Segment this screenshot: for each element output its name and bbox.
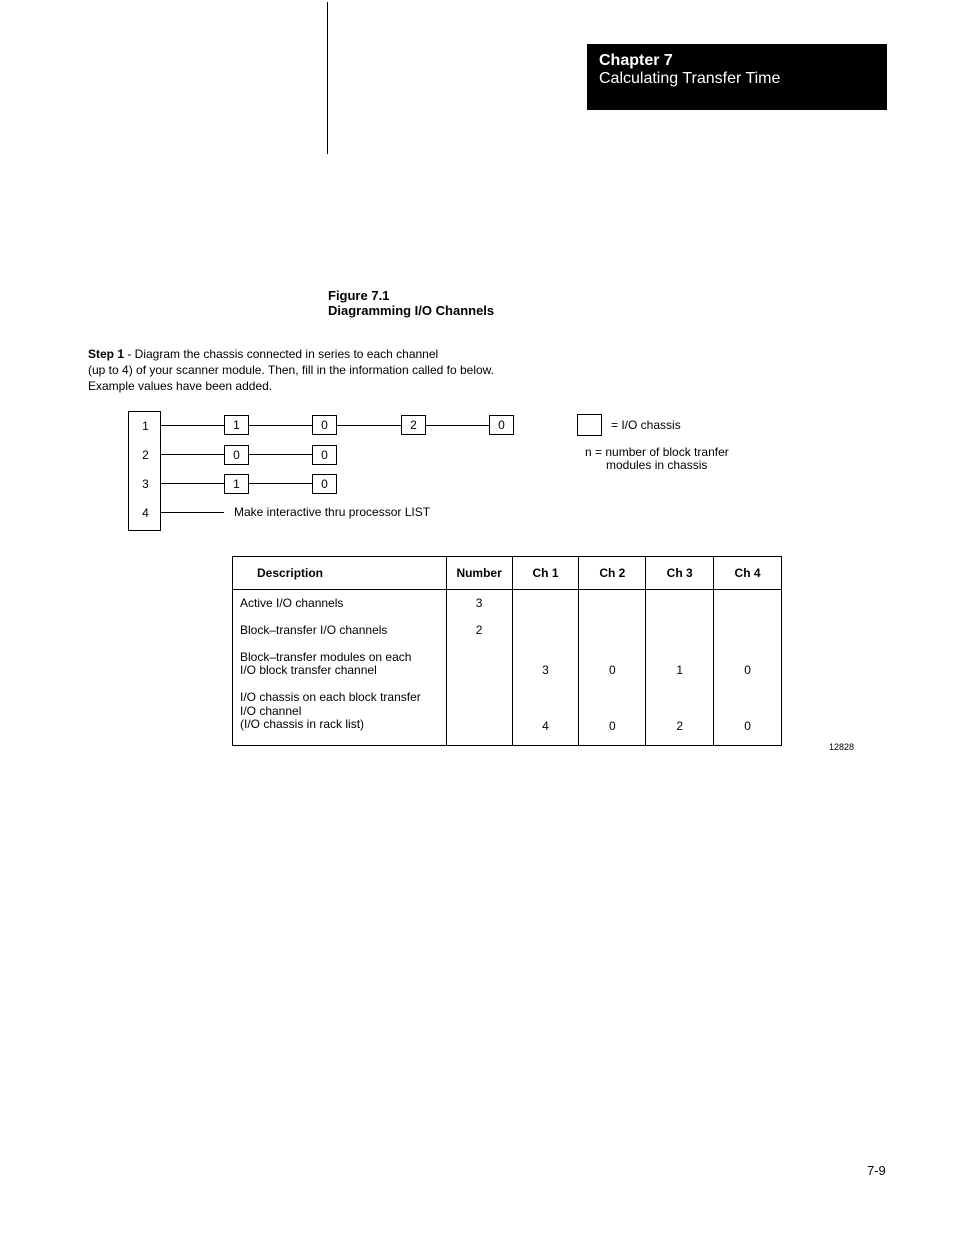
row-desc: Active I/O channels — [240, 596, 344, 610]
row-desc: (I/O chassis in rack list) — [240, 717, 365, 731]
channel-link-line — [161, 425, 224, 426]
io-chassis-box: 2 — [401, 415, 426, 435]
step-line3: Example values have been added. — [88, 379, 273, 393]
channel-link-line — [337, 425, 401, 426]
ch-value: 4 — [542, 719, 549, 733]
row-desc: I/O chassis on each block transfer — [240, 690, 421, 704]
io-chassis-box: 1 — [224, 415, 249, 435]
row-desc: I/O block transfer channel — [240, 663, 377, 677]
scanner-channel-column — [128, 411, 161, 531]
row4-note: Make interactive thru processor LIST — [234, 505, 431, 519]
step-line1: - Diagram the chassis connected in series to each channel — [124, 347, 439, 361]
io-chassis-box: 0 — [312, 474, 337, 494]
ch4-column — [714, 590, 782, 746]
ch-value: 0 — [744, 719, 751, 733]
figure-caption — [328, 288, 494, 318]
channel-link-line — [161, 483, 224, 484]
legend-chassis-text: = I/O chassis — [611, 418, 681, 432]
row-desc: I/O channel — [240, 704, 302, 718]
legend-n-line1: n = number of block tranfer — [585, 445, 729, 459]
channel-link-line — [249, 454, 312, 455]
channel-number: 2 — [142, 448, 149, 462]
chapter-header — [587, 44, 887, 110]
ch2-column — [579, 590, 646, 746]
channel-number: 1 — [142, 419, 149, 433]
ch-value: 0 — [609, 719, 616, 733]
header-ch4: Ch 4 — [714, 557, 782, 590]
table-header-row — [233, 557, 782, 590]
figure-number: Figure 7.1 — [328, 288, 390, 303]
figure-title: Diagramming I/O Channels — [328, 303, 495, 318]
channel-link-line — [249, 425, 312, 426]
margin-rule — [327, 2, 328, 154]
row-desc: Block–transfer modules on each — [240, 650, 412, 664]
channel-number: 3 — [142, 477, 149, 491]
step-label: Step 1 — [88, 347, 125, 361]
channel-number: 4 — [142, 506, 149, 520]
table-body-row — [233, 590, 782, 746]
ch-value: 3 — [542, 663, 549, 677]
number-column — [446, 590, 512, 746]
figure-code: 12828 — [829, 742, 855, 752]
ch1-column — [512, 590, 579, 746]
header-number: Number — [446, 557, 512, 590]
legend-n-line2: modules in chassis — [606, 458, 708, 472]
io-chassis-box: 0 — [224, 445, 249, 465]
channel-link-line — [161, 454, 224, 455]
io-chassis-box: 0 — [312, 415, 337, 435]
page-number: 7-9 — [867, 1163, 886, 1178]
step-instructions — [88, 346, 508, 394]
channel-link-line — [426, 425, 489, 426]
legend-chassis-box — [577, 414, 602, 436]
step-line2: (up to 4) of your scanner module. Then, fill in the information called fo below. — [88, 363, 495, 377]
header-ch1: Ch 1 — [512, 557, 579, 590]
channel-summary-table — [232, 556, 782, 746]
io-chassis-box: 0 — [489, 415, 514, 435]
ch-value: 0 — [744, 663, 751, 677]
ch3-column — [646, 590, 714, 746]
description-column — [233, 590, 447, 746]
row-desc: Block–transfer I/O channels — [240, 623, 388, 637]
io-chassis-box: 1 — [224, 474, 249, 494]
header-ch3: Ch 3 — [646, 557, 714, 590]
number-value: 2 — [475, 623, 483, 637]
header-description: Description — [233, 557, 447, 590]
ch-value: 2 — [676, 719, 684, 733]
number-value: 3 — [475, 596, 483, 610]
ch-value: 0 — [609, 663, 616, 677]
header-ch2: Ch 2 — [579, 557, 646, 590]
chapter-number: Chapter 7 — [599, 52, 673, 69]
channel-link-line — [161, 512, 224, 513]
io-chassis-box: 0 — [312, 445, 337, 465]
chapter-title: Calculating Transfer Time — [599, 70, 781, 87]
ch-value: 1 — [676, 663, 684, 677]
channel-link-line — [249, 483, 312, 484]
